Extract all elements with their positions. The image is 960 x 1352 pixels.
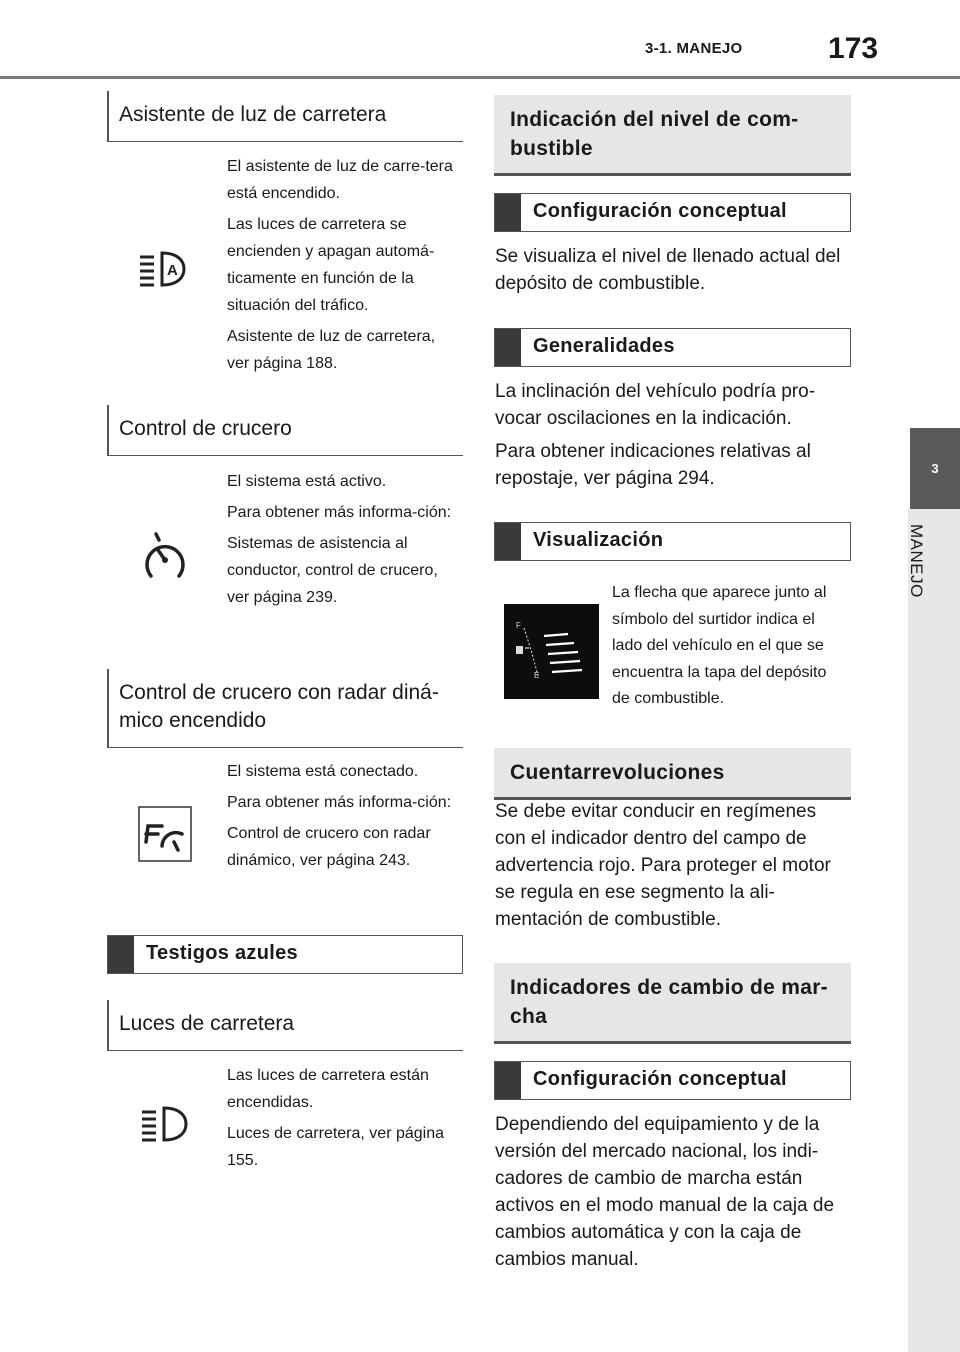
high-beam-assist-icon [138, 249, 188, 289]
heading-concept-2 [494, 1061, 851, 1100]
heading-general [494, 328, 851, 367]
header-rule [0, 76, 960, 79]
heading-text: Configuración conceptual [533, 1068, 787, 1090]
heading-radar-cruise: Control de crucero con radar diná-mico encendido [107, 669, 463, 748]
heading-shift-indicators: Indicadores de cambio de mar-cha [494, 963, 851, 1044]
heading-text: Generalidades [533, 335, 675, 357]
heading-concept-1 [494, 193, 851, 232]
paragraph: Para obtener más informa-ción: [227, 504, 452, 521]
paragraph: Las luces de carretera se encienden y apagan automá-ticamente en función de la situación del tráfico. [227, 216, 435, 314]
heading-tab [495, 329, 521, 366]
high-beam-text [227, 1062, 462, 1178]
paragraph: El asistente de luz de carre-tera está encendido. [227, 158, 453, 202]
chapter-label [898, 524, 932, 614]
heading-fuel-level: Indicación del nivel de com-bustible [494, 95, 851, 176]
page-number: 173 [828, 32, 879, 65]
heading-tachometer: Cuentarrevoluciones [494, 748, 851, 800]
svg-text:A: A [167, 262, 178, 279]
paragraph: Control de crucero con radar dinámico, ver página 243. [227, 825, 431, 869]
cruise-control-text [227, 468, 462, 615]
display-text: La flecha que aparece junto al símbolo del surtidor indica el lado del vehículo en el que se encuentra la tapa del depósito de combustible. [612, 584, 827, 707]
radar-cruise-icon [138, 806, 192, 862]
general-text [495, 378, 845, 496]
heading-high-beam-assist: Asistente de luz de carretera [107, 91, 463, 142]
chapter-tab[interactable]: 3 [910, 428, 960, 509]
gauge-empty-label: E [534, 671, 540, 680]
paragraph: El sistema está conectado. [227, 763, 419, 780]
paragraph: Para obtener más informa-ción: [227, 794, 452, 811]
paragraph: Sistemas de asistencia al conductor, control de crucero, ver página 239. [227, 535, 438, 606]
heading-cruise-control: Control de crucero [107, 405, 463, 456]
heading-blue-lights [107, 935, 463, 974]
radar-cruise-text [227, 758, 462, 878]
chapter-label-text: MANEJO [907, 524, 926, 598]
paragraph: Luces de carretera, ver página 155. [227, 1125, 445, 1169]
paragraph: Asistente de luz de carretera, ver página 188. [227, 328, 436, 372]
tachometer-text: Se debe evitar conducir en regímenes con el indicador dentro del campo de advertencia rojo. Para proteger el motor se regula en ese segmento la ali-mentación de combustible. [495, 801, 831, 930]
side-rail [908, 509, 960, 1352]
heading-tab [495, 194, 521, 231]
heading-tab [495, 523, 521, 560]
section-title: 3-1. MANEJO [645, 40, 743, 57]
cruise-control-icon [142, 532, 188, 580]
paragraph: Para obtener indicaciones relativas al repostaje, ver página 294. [495, 441, 811, 489]
heading-text: Testigos azules [146, 942, 298, 964]
heading-text: Configuración conceptual [533, 200, 787, 222]
gauge-full-label: F [516, 621, 521, 630]
paragraph: Las luces de carretera están encendidas. [227, 1067, 429, 1111]
high-beam-icon [140, 1104, 190, 1144]
heading-tab [108, 936, 134, 973]
heading-display [494, 522, 851, 561]
fuel-gauge-image [504, 604, 599, 704]
heading-tab [495, 1062, 521, 1099]
concept-2-text: Dependiendo del equipamiento y de la versión del mercado nacional, los indi-cadores de cambio de marcha están activos en el modo manual de la caja de cambios automática y con la caja de cambios manual. [495, 1114, 835, 1270]
paragraph: El sistema está activo. [227, 473, 387, 490]
heading-high-beam: Luces de carretera [107, 1000, 463, 1051]
heading-text: Visualización [533, 529, 664, 551]
high-beam-assist-text [227, 153, 457, 381]
paragraph: La inclinación del vehículo podría pro-vocar oscilaciones en la indicación. [495, 381, 816, 429]
concept-1-text: Se visualiza el nivel de llenado actual del depósito de combustible. [495, 246, 841, 294]
